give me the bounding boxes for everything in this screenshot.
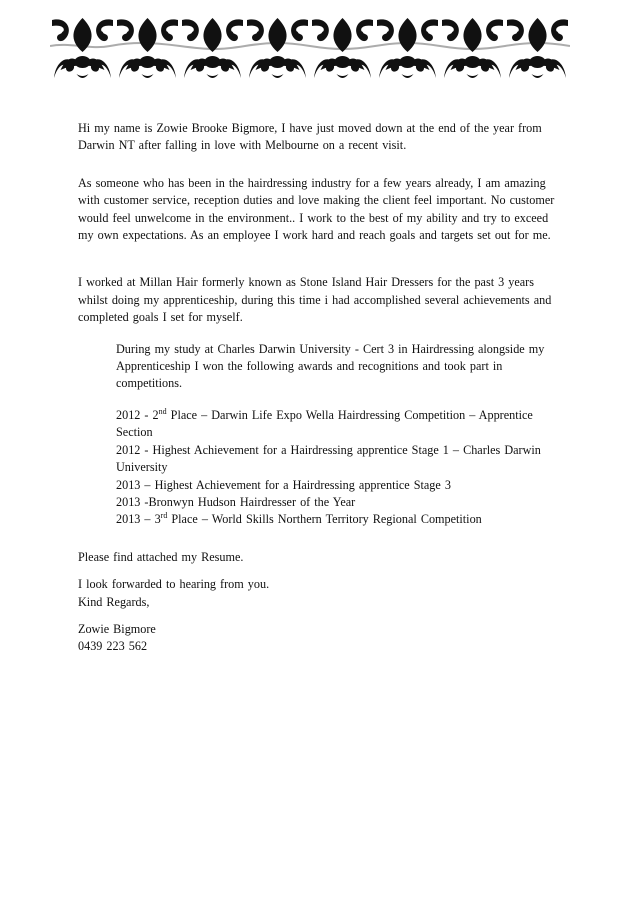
damask-motif xyxy=(377,18,438,78)
award-item: 2013 -Bronwyn Hudson Hairdresser of the Year xyxy=(116,494,356,509)
damask-pattern xyxy=(50,12,570,80)
damask-header-banner xyxy=(50,12,570,80)
phone-number: 0439 223 562 xyxy=(78,639,148,654)
damask-motif xyxy=(117,18,178,78)
study-paragraph: During my study at Charles Darwin University - Cert 3 in Hairdressing alongside my Apprenticeship I won the following awards and recognitions and took part in competitions. xyxy=(116,341,545,391)
cover-letter xyxy=(78,120,558,656)
damask-motif xyxy=(52,18,113,78)
award-item: 2012 - Highest Achievement for a Hairdressing apprentice Stage 1 – Charles Darwin University xyxy=(116,442,541,475)
experience-paragraph: As someone who has been in the hairdressing industry for a few years already, I am amazing with customer service, reception duties and love making the client feel important. No customer would feel unwelcome in the environment.. I work to the best of my ability and try to exceed my own expectations. As an employee I work hard and reach goals and targets set out for me. xyxy=(78,175,555,243)
damask-motif xyxy=(507,18,568,78)
award-item: 2012 - 2nd Place – Darwin Life Expo Wella Hairdressing Competition – Apprentice Section xyxy=(116,406,533,440)
awards-list xyxy=(116,407,558,529)
damask-motif xyxy=(247,18,308,78)
signature-name: Zowie Bigmore xyxy=(78,621,156,636)
sign-off: Kind Regards, xyxy=(78,594,150,609)
award-item: 2013 – 3rd Place – World Skills Northern Territory Regional Competition xyxy=(116,511,482,527)
work-history-paragraph: I worked at Millan Hair formerly known as Stone Island Hair Dressers for the past 3 years whilst doing my apprenticeship, during this time i had accomplished several achievements and completed goals I set for myself. xyxy=(78,275,552,325)
awards-section xyxy=(116,341,558,529)
resume-line: Please find attached my Resume. xyxy=(78,549,244,564)
intro-paragraph: Hi my name is Zowie Brooke Bigmore, I have just moved down at the end of the year from Darwin NT after falling in love with Melbourne on a recent visit. xyxy=(78,121,542,153)
closing-line: I look forwarded to hearing from you. xyxy=(78,577,270,592)
award-item: 2013 – Highest Achievement for a Hairdressing apprentice Stage 3 xyxy=(116,477,451,492)
